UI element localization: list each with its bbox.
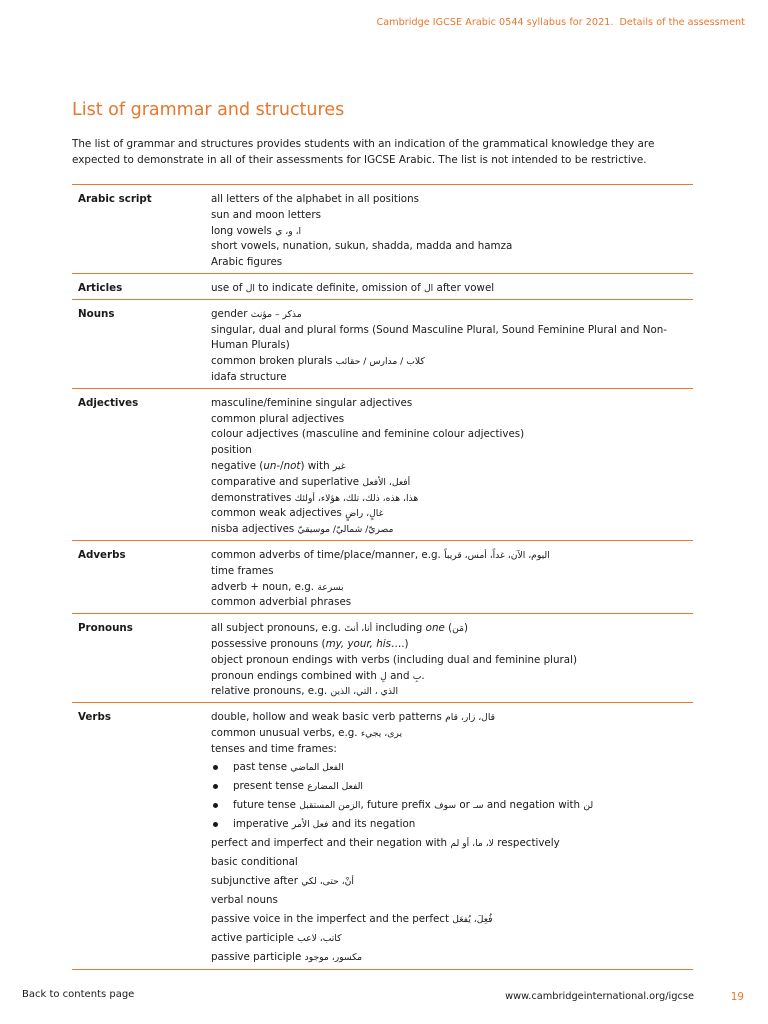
- bullet-icon: [213, 784, 218, 789]
- table-row: [72, 299, 693, 388]
- table-row: [72, 388, 693, 540]
- intro-paragraph: The list of grammar and structures provides students with an indication of the grammatical knowledge they are expected to demonstrate in all of their assessments for IGCSE Arabic. The list is not intended to be restrictive.: [72, 138, 655, 166]
- arabic-text: أنْ، حتى، لكي: [301, 875, 354, 887]
- list-item: gender مذكر – مؤنث: [211, 307, 302, 320]
- arabic-text: الزمن المستقبل: [299, 799, 361, 811]
- arabic-text: يرى، يجيء: [360, 727, 403, 739]
- list-item: common unusual verbs, e.g. يرى، يجيء: [211, 726, 403, 739]
- list-item: long vowels ا، و، ي: [211, 224, 302, 237]
- arabic-text: فعل الأمر: [291, 818, 329, 830]
- category-items: [211, 540, 693, 613]
- list-item: sun and moon letters: [211, 208, 321, 221]
- list-item: use of ال to indicate definite, omission of ال after vowel: [211, 281, 495, 294]
- category-items: [211, 703, 693, 969]
- list-item: passive participle مكسور، موجود: [211, 950, 363, 963]
- arabic-text: أفعل، الأفعل: [362, 476, 411, 488]
- bullet-icon: [213, 803, 218, 808]
- category-articles: Articles: [72, 273, 211, 299]
- list-item: relative pronouns, e.g. الذي ، التي، الذين: [211, 685, 399, 698]
- list-item: basic conditional: [211, 855, 298, 868]
- bullet-item: imperative فعل الأمر and its negation: [211, 815, 693, 834]
- list-item: short vowels, nunation, sukun, shadda, madda and hamza: [211, 240, 513, 253]
- grammar-table: [72, 184, 693, 970]
- list-item: Arabic figures: [211, 256, 283, 269]
- list-item: singular, dual and plural forms (Sound Masculine Plural, Sound Feminine Plural and Non-Human Plurals): [211, 323, 667, 352]
- category-pronouns: Pronouns: [72, 614, 211, 703]
- arabic-text: سـ: [473, 799, 484, 811]
- list-item: passive voice in the imperfect and the perfect فُعِلَ، يُفعَل: [211, 912, 493, 925]
- arabic-text: مصريّ/ شماليّ/ موسيقيّ: [297, 524, 394, 536]
- list-item: common adverbial phrases: [211, 596, 352, 609]
- arabic-text: اليوم، الآن، غداً، أمس، قريباً: [444, 549, 550, 561]
- arabic-text: الذي ، التي، الذين: [330, 686, 399, 698]
- header-section-title: Details of the assessment: [619, 17, 745, 28]
- list-item: common adverbs of time/place/manner, e.g. اليوم، الآن، غداً، أمس، قريباً: [211, 548, 550, 561]
- arabic-text: قال، زار، قام: [445, 712, 496, 724]
- list-item: all subject pronouns, e.g. أنا، أنتَ including one (مَن): [211, 622, 469, 635]
- list-item: double, hollow and weak basic verb patterns قال، زار، قام: [211, 711, 496, 724]
- list-item: position: [211, 444, 252, 457]
- arabic-text: الفعل المضارع: [307, 780, 363, 792]
- category-adverbs: Adverbs: [72, 540, 211, 613]
- list-item: subjunctive after أنْ، حتى، لكي: [211, 874, 354, 887]
- list-item: active participle كاتب، لاعب: [211, 931, 342, 944]
- arabic-text: لن: [583, 799, 594, 811]
- arabic-text: غير: [332, 460, 346, 472]
- list-item: object pronoun endings with verbs (including dual and feminine plural): [211, 653, 577, 666]
- arabic-text: هذا، هذه، ذلك، تلك، هؤلاء، أولئك: [294, 492, 419, 504]
- list-item: idafa structure: [211, 370, 287, 383]
- list-item: nisba adjectives مصريّ/ شماليّ/ موسيقيّ: [211, 523, 394, 536]
- list-item: common weak adjectives غالٍ، راضٍ: [211, 507, 384, 520]
- list-item: pronoun endings combined with لِ and بِ.: [211, 669, 425, 682]
- list-item: possessive pronouns (my, your, his….): [211, 637, 409, 650]
- category-nouns: Nouns: [72, 299, 211, 388]
- category-items: [211, 273, 693, 299]
- arabic-text: ال: [245, 282, 255, 294]
- table-row: [72, 614, 693, 703]
- category-items: [211, 185, 693, 274]
- arabic-text: كاتب، لاعب: [297, 932, 342, 944]
- category-verbs: Verbs: [72, 703, 211, 969]
- list-item: time frames: [211, 564, 274, 577]
- list-item: negative (un-/not) with غير: [211, 459, 346, 472]
- list-item: adverb + noun, e.g. بسرعة: [211, 580, 344, 593]
- category-items: [211, 299, 693, 388]
- table-row: [72, 185, 693, 274]
- list-item: all letters of the alphabet in all positions: [211, 193, 419, 205]
- arabic-text: فُعِلَ، يُفعَل: [452, 913, 493, 925]
- list-item: colour adjectives (masculine and feminine colour adjectives): [211, 428, 525, 441]
- table-row: [72, 273, 693, 299]
- page-title: List of grammar and structures: [72, 100, 345, 120]
- arabic-text: الفعل الماضي: [290, 761, 344, 773]
- bullet-item: past tense الفعل الماضي: [211, 758, 693, 777]
- arabic-text: مَن: [452, 623, 465, 635]
- bullet-icon: [213, 765, 218, 770]
- category-items: [211, 388, 693, 540]
- category-adjectives: Adjectives: [72, 388, 211, 540]
- arabic-text: ا، و، ي: [275, 225, 302, 237]
- list-item: masculine/feminine singular adjectives: [211, 396, 413, 409]
- page-number: 19: [730, 991, 744, 1003]
- arabic-text: غالٍ، راضٍ: [345, 508, 384, 520]
- list-item: common plural adjectives: [211, 412, 345, 425]
- list-item: common broken plurals كلاب / مدارس / حقائب: [211, 355, 425, 368]
- bullet-icon: [213, 822, 218, 827]
- arabic-text: مذكر – مؤنث: [250, 308, 302, 320]
- website-link[interactable]: www.cambridgeinternational.org/igcse: [505, 991, 694, 1002]
- list-item: demonstratives هذا، هذه، ذلك، تلك، هؤلاء، أولئك: [211, 491, 419, 504]
- list-item: verbal nouns: [211, 893, 278, 906]
- table-row: [72, 540, 693, 613]
- running-header: [377, 17, 745, 28]
- arabic-text: سوف: [434, 799, 457, 811]
- arabic-text: بِ: [412, 670, 422, 682]
- list-item: tenses and time frames:: [211, 742, 337, 755]
- back-to-contents-link[interactable]: Back to contents page: [22, 989, 135, 1000]
- arabic-text: لِ: [380, 670, 387, 682]
- arabic-text: كلاب / مدارس / حقائب: [335, 356, 425, 368]
- bullet-item: future tense الزمن المستقبل, future prefix سوف or سـ and negation with لن: [211, 796, 693, 815]
- category-arabic-script: Arabic script: [72, 185, 211, 274]
- list-item: perfect and imperfect and their negation with لا، ما، أو لم respectively: [211, 836, 560, 849]
- arabic-text: بسرعة: [317, 581, 344, 593]
- bullet-item: present tense الفعل المضارع: [211, 777, 693, 796]
- arabic-text: ال: [424, 282, 434, 294]
- header-document-title: Cambridge IGCSE Arabic 0544 syllabus for 2021.: [376, 17, 614, 28]
- arabic-text: مكسور، موجود: [304, 951, 363, 963]
- category-items: [211, 614, 693, 703]
- arabic-text: لا، ما، أو لم: [450, 837, 494, 849]
- list-item: comparative and superlative أفعل، الأفعل: [211, 475, 411, 488]
- table-row: [72, 703, 693, 969]
- arabic-text: أنا، أنتَ: [344, 623, 373, 635]
